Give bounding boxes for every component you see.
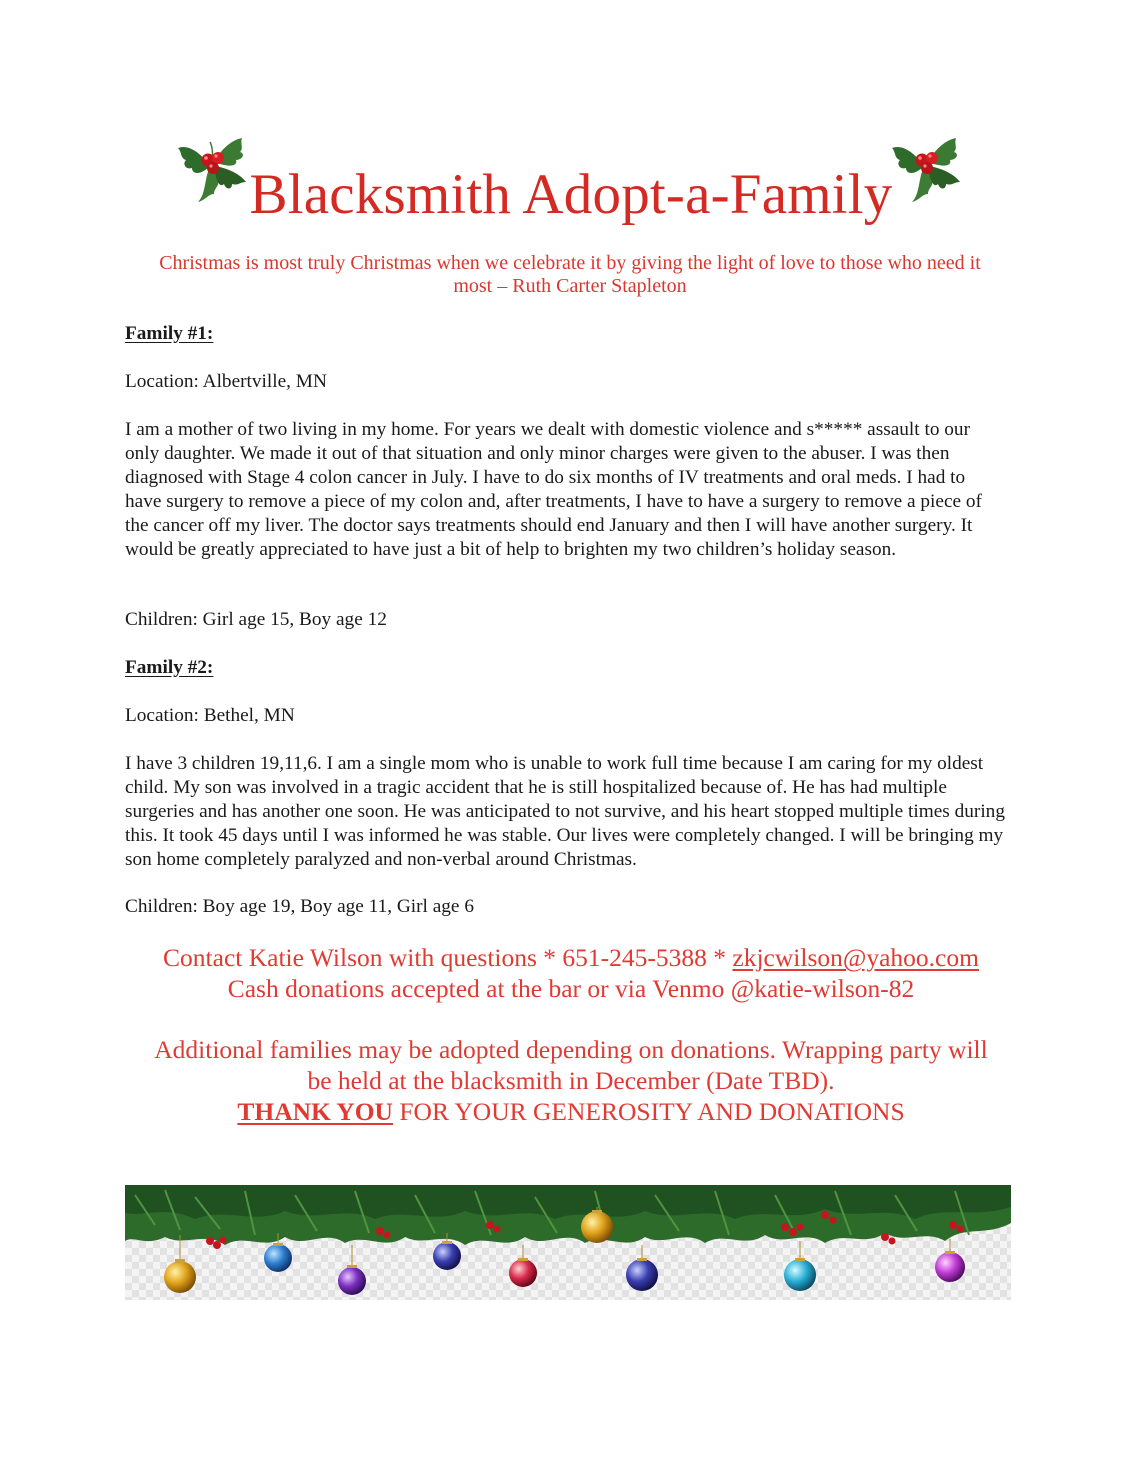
thank-you-emphasis: THANK YOU [237,1097,393,1126]
family1-heading: Family #1: [125,323,214,344]
email-link[interactable]: zkjcwilson@yahoo.com [732,943,979,972]
family1-story: I am a mother of two living in my home. For years we dealt with domestic violence and s***** assault to our only daughter. We made it out of that situation and only minor charges were given to the abuser. I was then diagnosed with Stage 4 colon cancer in July. I have to do six months of IV treatments and oral meds. I had to have surgery to remove a piece of my colon and, after treatments, I have to have a surgery to remove a piece of the cancer off my liver. The doctor says treatments should end January and then I will have another surgery. It would be greatly appreciated to have just a bit of help to brighten my two children’s holiday season. [125,419,982,560]
family1-location: Location: Albertville, MN [125,371,327,392]
family2-location: Location: Bethel, MN [125,705,295,726]
thank-you-line [60,1096,1082,1127]
page-title: Blacksmith Adopt-a-Family [249,163,893,226]
family2-heading: Family #2: [125,657,214,678]
quote-line-2: most – Ruth Carter Stapleton [453,275,687,297]
additional-line-1: Additional families may be adopted depending on donations. Wrapping party will [154,1035,988,1064]
quote [130,252,1010,298]
contact-line-1 [60,942,1082,973]
thank-you-rest: FOR YOUR GENEROSITY AND DONATIONS [392,1097,905,1126]
quote-line-1: Christmas is most truly Christmas when we celebrate it by giving the light of love to those who need it [159,252,981,274]
christmas-garland-banner [125,1185,1011,1300]
contact-block [60,942,1082,1004]
additional-line-2: be held at the blacksmith in December (Date TBD). [307,1066,835,1095]
family2-story: I have 3 children 19,11,6. I am a single mom who is unable to work full time because I am caring for my oldest child. My son was involved in a tragic accident that he is still hospitalized because of. He has had multiple surgeries and has another one soon. He was anticipated to not survive, and his heart stopped multiple times during this. It took 45 days until I was informed he was stable. Our lives were completely changed. I will be bringing my son home completely paralyzed and non-verbal around Christmas. [125,753,1005,870]
additional-block [60,1034,1082,1127]
contact-line-1-text: Contact Katie Wilson with questions * 651-245-5388 * [163,943,733,972]
family2-children: Children: Boy age 19, Boy age 11, Girl age 6 [125,896,474,917]
contact-line-2: Cash donations accepted at the bar or via Venmo @katie-wilson-82 [227,974,915,1003]
family1-children: Children: Girl age 15, Boy age 12 [125,609,387,630]
